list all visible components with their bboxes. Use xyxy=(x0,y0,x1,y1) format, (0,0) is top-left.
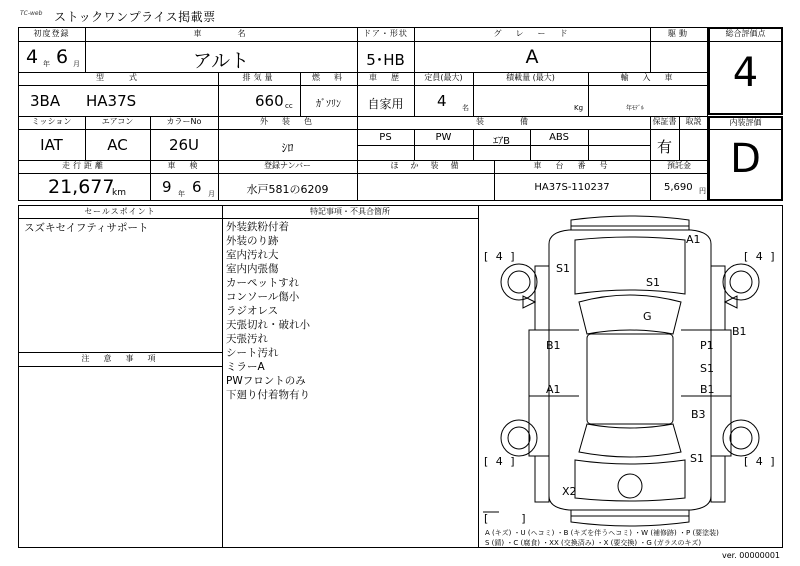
warranty-label: 保証書 xyxy=(652,117,677,126)
damage-mark-left-rear-door: A1 xyxy=(546,383,561,396)
equipment-1: PS xyxy=(379,132,392,143)
door-label: ドア・形状 xyxy=(363,29,408,38)
note-item: PWフロントのみ xyxy=(226,375,306,387)
capacity-unit: 名 xyxy=(462,104,469,112)
inspection-label: 車 検 xyxy=(167,161,201,170)
mission-value: IAT xyxy=(40,136,63,154)
inspection-year-unit: 年 xyxy=(178,190,185,198)
damage-mark-front-bumper: A1 xyxy=(686,233,701,246)
grade-value: A xyxy=(525,46,539,68)
damage-mark-right-quarter: B3 xyxy=(691,408,706,421)
first-reg-year: 4 xyxy=(26,46,39,68)
import-model-year: 年ﾓﾃﾞﾙ xyxy=(626,105,645,112)
recall-label: 取説 xyxy=(685,117,702,126)
version-label: ver. 00000001 xyxy=(722,551,781,560)
document-title: ストックワンプライス掲載票 xyxy=(54,10,216,24)
model-label: 型 式 xyxy=(96,73,140,82)
history-label: 車 歴 xyxy=(369,73,402,82)
interior-score-value: D xyxy=(730,136,761,182)
note-item: カーペットすれ xyxy=(226,277,300,289)
overall-score-label: 総合評価点 xyxy=(725,29,766,38)
car-name: アルト xyxy=(192,50,250,72)
note-item: 天張切れ・破れ小 xyxy=(226,319,310,331)
overall-score-value: 4 xyxy=(732,50,759,96)
caution-label: 注 意 事 項 xyxy=(81,354,159,363)
car-damage-diagram xyxy=(479,206,782,546)
damage-mark-hood: S1 xyxy=(646,276,660,289)
tire-front-left-label: [ 4 ] xyxy=(484,250,517,263)
tire-rear-left-label: [ 4 ] xyxy=(484,455,517,468)
warranty-value: 有 xyxy=(656,138,672,156)
displacement-unit: cc xyxy=(285,102,293,110)
note-item: 外装のり跡 xyxy=(226,235,279,247)
chassis-label: 車 台 番 号 xyxy=(533,161,611,170)
damage-mark-right-rear-door-p: P1 xyxy=(700,339,714,352)
import-label: 輸 入 車 xyxy=(620,73,676,82)
color-no-value: 26U xyxy=(168,136,200,154)
damage-mark-right-front-door: B1 xyxy=(732,325,747,338)
equipment-2: PW xyxy=(435,132,452,143)
inspection-month-unit: 月 xyxy=(208,190,215,198)
model-prefix: 3BA xyxy=(30,92,61,110)
exterior-color-label: 外 装 色 xyxy=(260,117,315,126)
logo: TC-web xyxy=(20,10,43,17)
capacity-value: 4 xyxy=(437,92,447,110)
deposit-value: 5,690 xyxy=(664,182,693,193)
exterior-color-value: ｼﾛ xyxy=(281,141,294,155)
first-reg-label: 初度登録 xyxy=(33,29,70,38)
damage-mark-windshield: G xyxy=(643,310,652,323)
door-value: 5･HB xyxy=(366,51,405,69)
note-item: 外装鉄粉付着 xyxy=(226,221,289,233)
fuel-value: ｶﾞｿﾘﾝ xyxy=(316,99,341,110)
equipment-3: ｴｱB xyxy=(493,136,510,147)
mission-label: ミッション xyxy=(31,117,72,126)
damage-mark-rear-right: S1 xyxy=(690,452,704,465)
grade-label: グ レ ー ド xyxy=(493,29,571,38)
plate-value: 水戸581の6209 xyxy=(246,183,329,196)
month-unit: 月 xyxy=(73,60,80,68)
fuel-label: 燃 料 xyxy=(312,73,345,82)
load-unit: Kg xyxy=(574,104,584,112)
drive-label: 駆動 xyxy=(668,29,690,38)
damage-legend-line-2: S (錆) ・C (腐食) ・XX (交換済み) ・X (要交換) ・G (ガラスのキズ) xyxy=(485,539,702,547)
interior-score-label: 内装評価 xyxy=(729,118,762,127)
car-name-label: 車 名 xyxy=(193,29,249,38)
chassis-value: HA37S-110237 xyxy=(534,182,610,193)
other-equipment-label: ほ か 装 備 xyxy=(390,161,461,170)
damage-legend-line-1: A (キズ) ・U (ヘコミ) ・B (キズを伴うヘコミ) ・W (補修跡) ・P (要塗装) xyxy=(485,529,719,537)
history-value: 自家用 xyxy=(367,97,404,111)
damage-mark-right-rear-door-b: B1 xyxy=(700,383,715,396)
note-item: 下廻り付着物有り xyxy=(226,389,310,401)
note-item: ラジオレス xyxy=(226,305,279,317)
inspection-month: 6 xyxy=(192,178,202,196)
damage-mark-right-rear-door-s: S1 xyxy=(700,362,714,375)
deposit-label: 預託金 xyxy=(667,161,691,170)
inspection-year: 9 xyxy=(162,178,172,196)
equipment-4: ABS xyxy=(549,132,569,143)
note-item: ミラーA xyxy=(226,361,265,373)
note-item: 室内汚れ大 xyxy=(226,249,279,261)
mileage-value: 21,677 xyxy=(48,176,115,198)
deposit-unit: 円 xyxy=(699,187,706,195)
sales-point-text: スズキセイフティサポート xyxy=(24,222,149,234)
first-reg-month: 6 xyxy=(56,46,69,68)
mileage-unit: km xyxy=(112,188,126,198)
load-label: 積載量 (最大) xyxy=(506,73,555,82)
model-value: HA37S xyxy=(86,92,137,110)
damage-mark-rear-bumper: X2 xyxy=(562,485,577,498)
tire-rear-right-label: [ 4 ] xyxy=(744,455,777,468)
aircon-label: エアコン xyxy=(101,117,134,126)
year-unit: 年 xyxy=(43,60,50,68)
note-item: 天張汚れ xyxy=(226,333,268,345)
damage-mark-left-front-door: B1 xyxy=(546,339,561,352)
displacement-value: 660 xyxy=(255,92,284,110)
spare-tire-label: [ ] xyxy=(484,512,526,525)
displacement-label: 排気量 xyxy=(242,73,276,82)
note-item: コンソール傷小 xyxy=(226,291,300,303)
damage-mark-left-front-fender: S1 xyxy=(556,262,570,275)
plate-label: 登録ナンバー xyxy=(263,161,312,170)
equipment-label: 装 備 xyxy=(476,117,531,126)
sales-point-label: セールスポイント xyxy=(84,207,156,216)
notes-label: 特記事項・不具合箇所 xyxy=(310,207,390,216)
tire-front-right-label: [ 4 ] xyxy=(744,250,777,263)
note-item: 室内内張傷 xyxy=(226,263,279,275)
note-item: シート汚れ xyxy=(226,347,279,359)
capacity-label: 定員(最大) xyxy=(424,73,463,82)
aircon-value: AC xyxy=(107,136,128,154)
mileage-label: 走行距離 xyxy=(62,161,106,170)
color-no-label: カラーNo xyxy=(166,117,202,126)
